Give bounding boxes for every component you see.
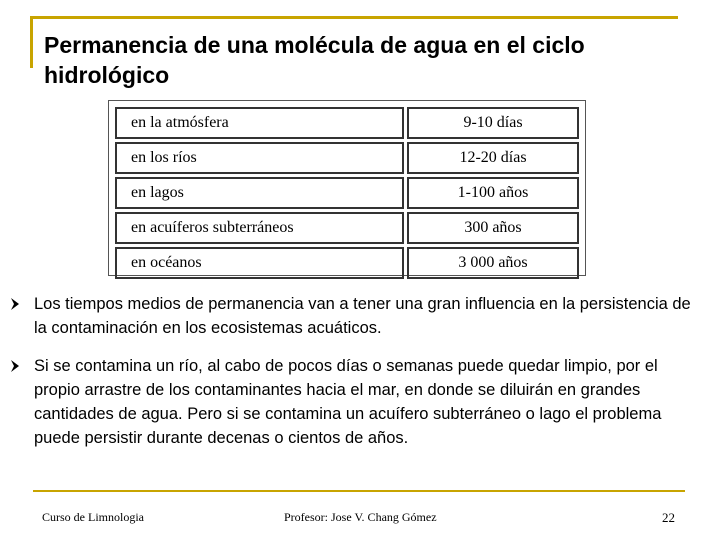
table-cell-time: 3 000 años	[407, 247, 579, 279]
bullet-list	[32, 292, 704, 464]
table-cell-place: en lagos	[115, 177, 404, 209]
bullet-text: Los tiempos medios de permanencia van a tener una gran influencia en la persistencia de la contaminación en los ecosistemas acuáticos.	[34, 295, 691, 337]
table-row	[115, 142, 579, 174]
table-cell-place: en la atmósfera	[115, 107, 404, 139]
slide-title: Permanencia de una molécula de agua en el ciclo hidrológico	[44, 32, 585, 88]
title-frame-top-line	[30, 16, 678, 19]
table-row	[115, 212, 579, 244]
footer-page-number: 22	[662, 510, 675, 525]
table-cell-place: en acuíferos subterráneos	[115, 212, 404, 244]
bullet-item	[32, 292, 704, 340]
arrow-bullet-icon	[10, 297, 20, 311]
residence-time-table-grid	[112, 104, 582, 282]
table-row	[115, 107, 579, 139]
footer-divider	[33, 490, 685, 492]
residence-time-table	[108, 100, 586, 276]
table-cell-place: en los ríos	[115, 142, 404, 174]
arrow-bullet-icon	[10, 359, 20, 373]
table-row	[115, 177, 579, 209]
table-cell-time: 300 años	[407, 212, 579, 244]
table-cell-place: en océanos	[115, 247, 404, 279]
footer-professor: Profesor: Jose V. Chang Gómez	[284, 510, 437, 524]
bullet-item	[32, 354, 704, 450]
table-row	[115, 247, 579, 279]
footer-course: Curso de Limnologia	[42, 510, 144, 524]
table-cell-time: 9-10 días	[407, 107, 579, 139]
bullet-text: Si se contamina un río, al cabo de pocos días o semanas puede quedar limpio, por el propio arrastre de los contaminantes hacia el mar, en donde se diluirán en grandes cantidades de agua. Pero si se contamina un acuífero subterráneo o lago el problema puede persistir durante decenas o cientos de años.	[34, 357, 662, 447]
title-frame-left-line	[30, 16, 33, 68]
table-cell-time: 1-100 años	[407, 177, 579, 209]
table-cell-time: 12-20 días	[407, 142, 579, 174]
